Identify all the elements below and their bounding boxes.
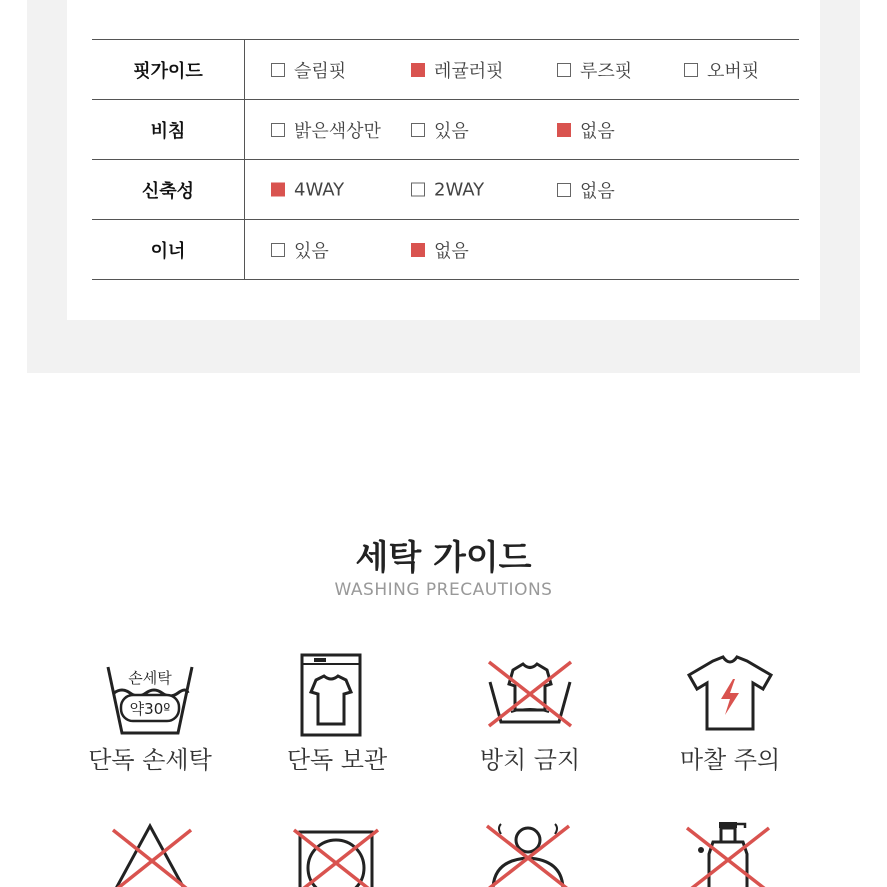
- row-label-stretch: 신축성: [92, 160, 245, 220]
- checkbox-icon: [271, 243, 285, 257]
- checkbox-icon: [684, 63, 698, 77]
- option-yes: 있음: [271, 237, 329, 263]
- no-wring-icon: [483, 820, 573, 887]
- storage-bag-icon: [290, 652, 370, 738]
- option-2way: 2WAY: [411, 179, 484, 200]
- label-separate-storage: 단독 보관: [286, 746, 388, 774]
- checkbox-checked-icon: [271, 183, 285, 197]
- option-light-colors-only: 밝은색상만: [271, 117, 381, 143]
- checkbox-icon: [411, 123, 425, 137]
- checkbox-icon: [271, 123, 285, 137]
- hand-wash-icon: [100, 655, 200, 740]
- option-over-fit: 오버핏: [684, 57, 759, 83]
- checkbox-icon: [557, 183, 571, 197]
- label-hand-wash: 단독 손세탁: [88, 746, 212, 774]
- washing-guide-title: 세탁 가이드: [355, 538, 532, 578]
- row-label-sheer: 비침: [92, 100, 245, 160]
- option-yes: 있음: [411, 117, 469, 143]
- checkbox-checked-icon: [411, 63, 425, 77]
- option-none: 없음: [557, 177, 615, 203]
- svg-text:손세탁: 손세탁: [128, 669, 172, 687]
- no-tumble-dry-icon: [292, 826, 382, 887]
- friction-caution-icon: [685, 655, 775, 733]
- washing-guide-subtitle: WASHING PRECAUTIONS: [334, 580, 553, 600]
- checkbox-icon: [557, 63, 571, 77]
- label-do-not-leave: 방치 금지: [479, 746, 581, 774]
- do-not-leave-icon: [485, 658, 575, 730]
- checkbox-checked-icon: [411, 243, 425, 257]
- no-bleach-icon: [105, 822, 195, 887]
- svg-text:약30º: 약30º: [129, 700, 171, 718]
- no-detergent-icon: [683, 820, 773, 887]
- option-regular-fit: 레귤러핏: [411, 57, 504, 83]
- option-slim-fit: 슬림핏: [271, 57, 346, 83]
- row-label-lining: 이너: [92, 220, 245, 280]
- checkbox-checked-icon: [557, 123, 571, 137]
- label-friction-caution: 마찰 주의: [679, 746, 781, 774]
- table-row: [92, 160, 799, 220]
- table-row: [92, 100, 799, 160]
- table-row: [92, 40, 799, 100]
- table-row: [92, 220, 799, 280]
- checkbox-icon: [411, 183, 425, 197]
- checkbox-icon: [271, 63, 285, 77]
- option-4way: 4WAY: [271, 179, 344, 200]
- option-none: 없음: [557, 117, 615, 143]
- row-label-fit: 핏가이드: [92, 40, 245, 100]
- spec-table: [92, 39, 799, 280]
- option-loose-fit: 루즈핏: [557, 57, 632, 83]
- option-none: 없음: [411, 237, 469, 263]
